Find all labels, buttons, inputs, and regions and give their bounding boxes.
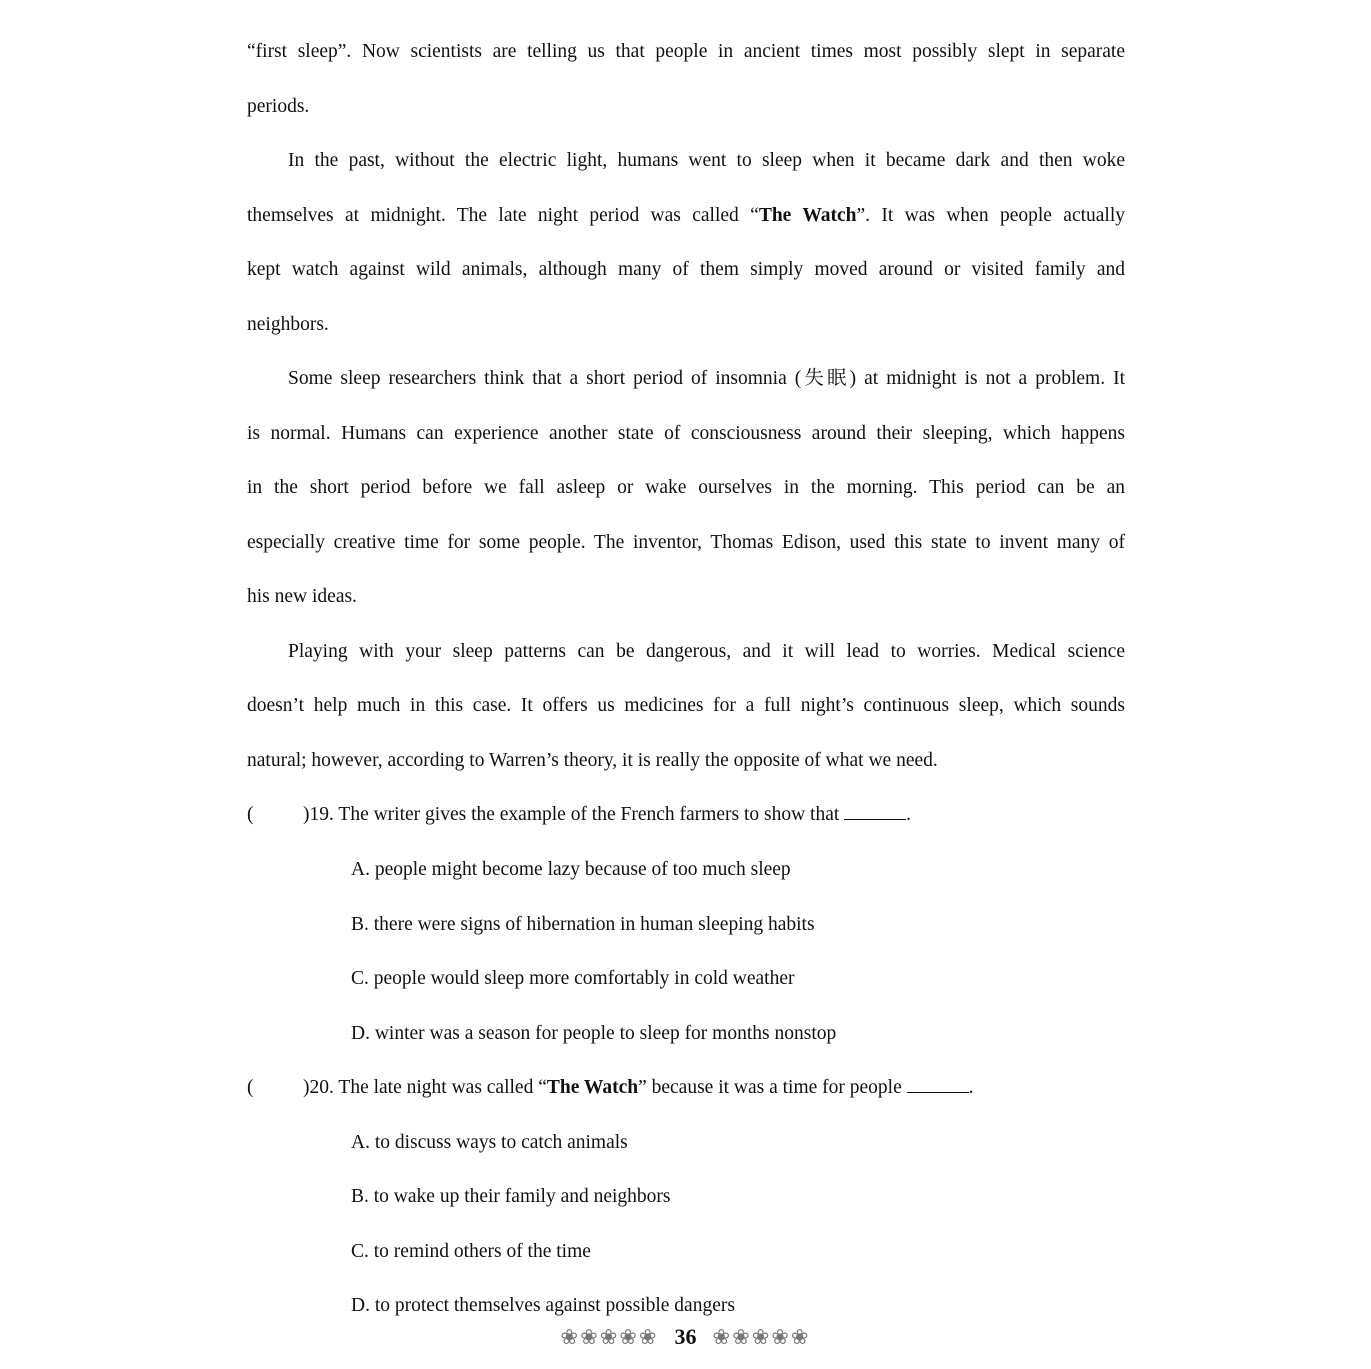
option-c: C. to remind others of the time — [351, 1241, 591, 1262]
flower-ornament-icon: ❀❀❀❀❀ — [560, 1325, 659, 1349]
passage-line: in the short period before we fall asleep or wake ourselves in the morning. This period can be an — [247, 477, 1125, 498]
passage-line: is normal. Humans can experience another state of consciousness around their sleeping, which happens — [247, 423, 1125, 444]
question-text: The writer gives the example of the French farmers to show that — [338, 804, 840, 825]
passage-line: In the past, without the electric light, humans went to sleep when it became dark and then woke — [288, 150, 1125, 171]
question-number: 20. — [309, 1077, 334, 1098]
option-d: D. winter was a season for people to sleep for months nonstop — [351, 1023, 837, 1044]
flower-ornament-icon: ❀❀❀❀❀ — [712, 1325, 811, 1349]
question-text: ” because it was a time for people — [638, 1077, 902, 1098]
passage-line: neighbors. — [247, 314, 329, 335]
the-watch-term: The Watch — [758, 205, 857, 226]
passage-line: Playing with your sleep patterns can be dangerous, and it will lead to worries. Medical science — [288, 641, 1125, 662]
answer-bracket-open: ( — [247, 1077, 254, 1098]
the-watch-term: The Watch — [546, 1077, 639, 1098]
passage-line: “first sleep”. Now scientists are telling us that people in ancient times most possibly slept in separate — [247, 41, 1125, 62]
passage-line — [247, 201, 1125, 231]
option-a: A. to discuss ways to catch animals — [351, 1132, 628, 1153]
passage-line: doesn’t help much in this case. It offers us medicines for a full night’s continuous sleep, which sounds — [247, 695, 1125, 716]
passage-line: natural; however, according to Warren’s theory, it is really the opposite of what we need. — [247, 750, 938, 771]
question-19 — [247, 800, 1125, 830]
page-number: 36 — [674, 1324, 697, 1349]
passage-text: themselves at midnight. The late night period was called “ — [247, 205, 759, 226]
answer-blank — [844, 801, 906, 820]
answer-bracket-open: ( — [247, 804, 254, 825]
option-a: A. people might become lazy because of too much sleep — [351, 859, 791, 880]
page-footer — [0, 1322, 1371, 1352]
answer-bracket-close-char: ) — [303, 804, 310, 825]
option-d: D. to protect themselves against possible dangers — [351, 1295, 735, 1316]
question-20 — [247, 1073, 1125, 1103]
question-end: . — [906, 804, 912, 825]
question-end: . — [968, 1077, 974, 1098]
passage-line: periods. — [247, 96, 310, 117]
passage-text: ”. It was when people actually — [856, 205, 1126, 226]
passage-line: his new ideas. — [247, 586, 357, 607]
answer-blank — [907, 1074, 969, 1093]
passage-line: especially creative time for some people. The inventor, Thomas Edison, used this state to invent many of — [247, 532, 1125, 553]
answer-bracket-close-char: ) — [303, 1077, 310, 1098]
passage-line: Some sleep researchers think that a short period of insomnia (失眠) at midnight is not a problem. It — [288, 368, 1125, 389]
option-c: C. people would sleep more comfortably in cold weather — [351, 968, 795, 989]
option-b: B. there were signs of hibernation in human sleeping habits — [351, 914, 815, 935]
question-number: 19. — [309, 804, 334, 825]
answer-bracket-close — [303, 1073, 974, 1103]
answer-bracket-close — [303, 800, 911, 830]
option-b: B. to wake up their family and neighbors — [351, 1186, 671, 1207]
passage-line: kept watch against wild animals, although many of them simply moved around or visited family and — [247, 259, 1125, 280]
question-text: The late night was called “ — [338, 1077, 547, 1098]
